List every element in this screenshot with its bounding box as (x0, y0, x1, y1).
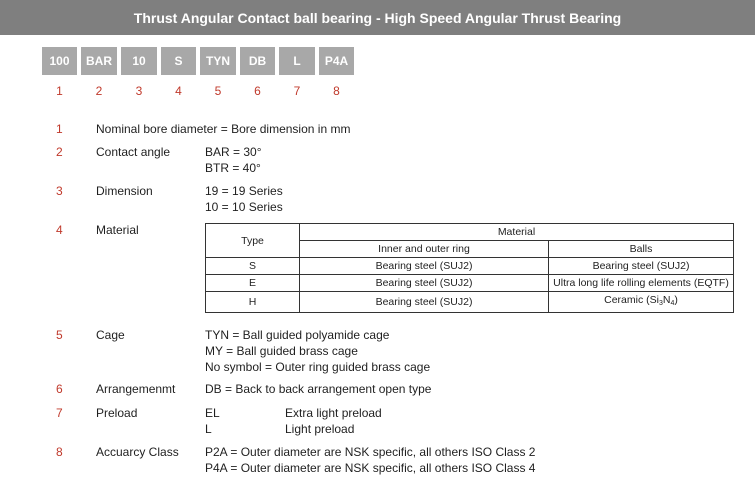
section-8-number: 8 (56, 445, 63, 459)
code-box-7: L (279, 47, 315, 75)
table-row (206, 275, 734, 292)
balls-text-main: Ceramic (Si (604, 294, 659, 306)
balls-text-mid: N (662, 294, 671, 306)
code-number-6: 6 (254, 84, 261, 98)
balls-cell: Bearing steel (SUJ2) (549, 258, 734, 275)
page-title: Thrust Angular Contact ball bearing - High Speed Angular Thrust Bearing (0, 0, 755, 35)
code-number-7: 7 (293, 84, 301, 98)
section-5-value-3: No symbol = Outer ring guided brass cage (205, 360, 431, 374)
code-box-2: BAR (81, 47, 117, 75)
section-8-value-1: P2A = Outer diameter are NSK specific, all others ISO Class 2 (205, 445, 536, 459)
preload-desc-1: Extra light preload (285, 406, 382, 420)
section-3-number: 3 (56, 184, 63, 198)
section-4-number: 4 (56, 223, 63, 237)
preload-code-2: L (205, 422, 212, 436)
section-3-label: Dimension (96, 184, 153, 198)
section-1-label: Nominal bore diameter = Bore dimension in mm (96, 122, 351, 136)
section-2-number: 2 (56, 145, 63, 159)
table-row (206, 292, 734, 313)
section-4-label: Material (96, 223, 139, 237)
balls-cell: Ultra long life rolling elements (EQTF) (549, 275, 734, 292)
preload-code-1: EL (205, 406, 220, 420)
ring-cell: Bearing steel (SUJ2) (300, 258, 549, 275)
type-cell: S (206, 258, 300, 275)
section-6-number: 6 (56, 382, 63, 396)
balls-subscript-2: 4 (670, 300, 675, 307)
section-7-number: 7 (56, 406, 63, 420)
table-row (206, 258, 734, 275)
ring-cell: Bearing steel (SUJ2) (300, 292, 549, 313)
section-3-value-2: 10 = 10 Series (205, 200, 283, 214)
section-5-value-2: MY = Ball guided brass cage (205, 344, 358, 358)
code-number-4: 4 (175, 84, 182, 98)
section-5-number: 5 (56, 328, 63, 342)
section-2-value-2: BTR = 40° (205, 161, 261, 175)
type-header: Type (206, 224, 300, 258)
section-3-value-1: 19 = 19 Series (205, 184, 283, 198)
section-8-label: Accuarcy Class (96, 445, 179, 459)
code-box-5: TYN (200, 47, 236, 75)
section-1-number: 1 (56, 122, 63, 136)
balls-subscript-1: 3 (658, 300, 663, 307)
material-table (205, 223, 734, 313)
section-5-label: Cage (96, 328, 125, 342)
type-cell: E (206, 275, 300, 292)
balls-header: Balls (549, 241, 734, 258)
code-number-8: 8 (333, 84, 340, 98)
balls-cell (549, 292, 734, 313)
section-2-value-1: BAR = 30° (205, 145, 262, 159)
section-6-label: Arrangemenmt (96, 382, 176, 396)
inner-outer-ring-header: Inner and outer ring (300, 241, 549, 258)
type-cell: H (206, 292, 300, 313)
section-6-value-1: DB = Back to back arrangement open type (205, 382, 432, 396)
code-box-4: S (161, 47, 196, 75)
section-7-label: Preload (96, 406, 138, 420)
code-number-5: 5 (214, 84, 222, 98)
code-number-2: 2 (95, 84, 103, 98)
ring-cell: Bearing steel (SUJ2) (300, 275, 549, 292)
material-header: Material (300, 224, 734, 241)
code-box-6: DB (240, 47, 275, 75)
balls-text-end: ) (674, 294, 678, 306)
code-number-1: 1 (56, 84, 63, 98)
section-5-value-1: TYN = Ball guided polyamide cage (205, 328, 390, 342)
section-8-value-2: P4A = Outer diameter are NSK specific, all others ISO Class 4 (205, 461, 536, 475)
code-box-8: P4A (319, 47, 354, 75)
preload-desc-2: Light preload (285, 422, 355, 436)
code-box-1: 100 (42, 47, 77, 75)
code-number-3: 3 (135, 84, 143, 98)
section-2-label: Contact angle (96, 145, 171, 159)
code-box-3: 10 (121, 47, 157, 75)
